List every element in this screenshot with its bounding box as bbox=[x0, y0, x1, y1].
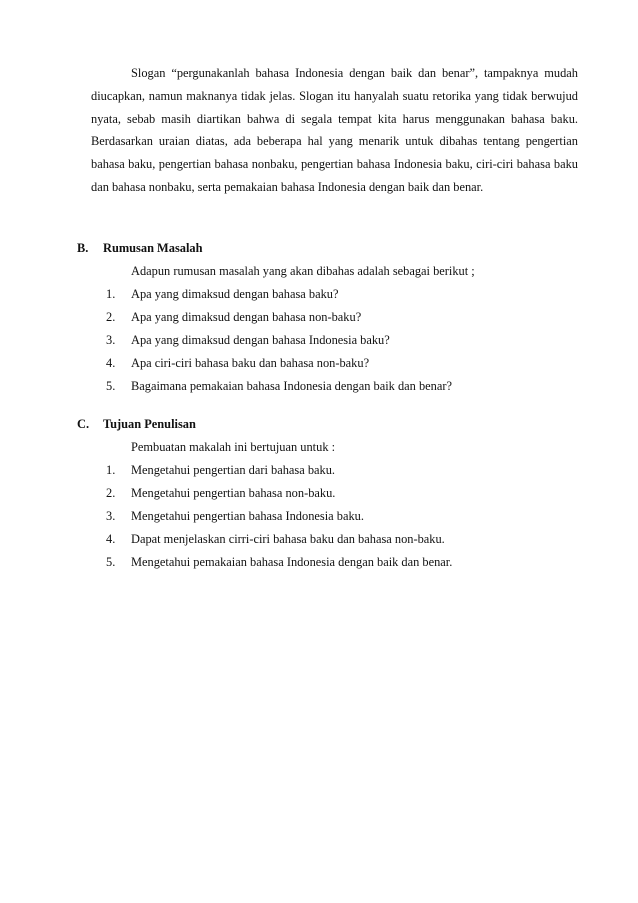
list-item-number: 5. bbox=[106, 379, 116, 394]
list-item bbox=[106, 378, 452, 401]
list-item-text: Mengetahui pengertian dari bahasa baku. bbox=[131, 463, 336, 477]
list-item-number: 2. bbox=[106, 486, 116, 501]
list-item-number: 5. bbox=[106, 555, 116, 570]
section-b-title: Rumusan Masalah bbox=[103, 241, 203, 255]
list-item-text: Mengetahui pengertian bahasa non-baku. bbox=[131, 486, 336, 501]
list-item-number: 3. bbox=[106, 333, 116, 348]
section-c-list bbox=[106, 462, 452, 577]
list-item-number: 1. bbox=[106, 463, 116, 477]
list-item bbox=[106, 531, 452, 554]
list-item bbox=[106, 485, 452, 508]
list-item-number: 1. bbox=[106, 287, 116, 301]
list-item-text: Apa yang dimaksud dengan bahasa non-baku? bbox=[131, 310, 362, 325]
list-item bbox=[106, 355, 452, 378]
section-c-letter: C. bbox=[77, 417, 90, 431]
list-item-text: Apa yang dimaksud dengan bahasa baku? bbox=[131, 287, 339, 301]
list-item-number: 3. bbox=[106, 509, 116, 524]
list-item-number: 2. bbox=[106, 310, 116, 325]
section-b-list bbox=[106, 286, 452, 401]
list-item-text: Dapat menjelaskan cirri-ciri bahasa baku dan bahasa non-baku. bbox=[131, 532, 445, 547]
section-b-letter: B. bbox=[77, 241, 89, 255]
list-item bbox=[106, 554, 452, 577]
list-item-text: Bagaimana pemakaian bahasa Indonesia dengan baik dan benar? bbox=[131, 379, 452, 394]
list-item-text: Mengetahui pemakaian bahasa Indonesia dengan baik dan benar. bbox=[131, 555, 453, 570]
section-c-heading bbox=[77, 416, 196, 432]
list-item-number: 4. bbox=[106, 356, 116, 371]
section-b-heading bbox=[77, 240, 203, 256]
section-b-lead: Adapun rumusan masalah yang akan dibahas adalah sebagai berikut ; bbox=[131, 264, 475, 278]
list-item-number: 4. bbox=[106, 532, 116, 547]
list-item bbox=[106, 508, 452, 531]
list-item bbox=[106, 462, 452, 485]
section-c-title: Tujuan Penulisan bbox=[103, 417, 196, 431]
list-item-text: Apa ciri-ciri bahasa baku dan bahasa non-baku? bbox=[131, 356, 370, 371]
list-item-text: Apa yang dimaksud dengan bahasa Indonesia baku? bbox=[131, 333, 390, 348]
list-item bbox=[106, 332, 452, 355]
intro-paragraph: Slogan “pergunakanlah bahasa Indonesia dengan baik dan benar”, tampaknya mudah diucapkan, namun maknanya tidak jelas. Slogan itu hanyalah suatu retorika yang tidak berwujud nyata, sebab masih diartikan bahwa di segala tempat kita harus menggunakan bahasa baku. Berdasarkan uraian diatas, ada beberapa hal yang menarik untuk dibahas tentang pengertian bahasa baku, pengertian bahasa nonbaku, pengertian bahasa Indonesia baku, ciri-ciri bahasa baku dan bahasa nonbaku, serta pemakaian bahasa Indonesia dengan baik dan benar. bbox=[91, 66, 578, 194]
list-item bbox=[106, 309, 452, 332]
list-item bbox=[106, 286, 452, 309]
section-c-lead: Pembuatan makalah ini bertujuan untuk : bbox=[131, 440, 336, 454]
list-item-text: Mengetahui pengertian bahasa Indonesia baku. bbox=[131, 509, 364, 524]
